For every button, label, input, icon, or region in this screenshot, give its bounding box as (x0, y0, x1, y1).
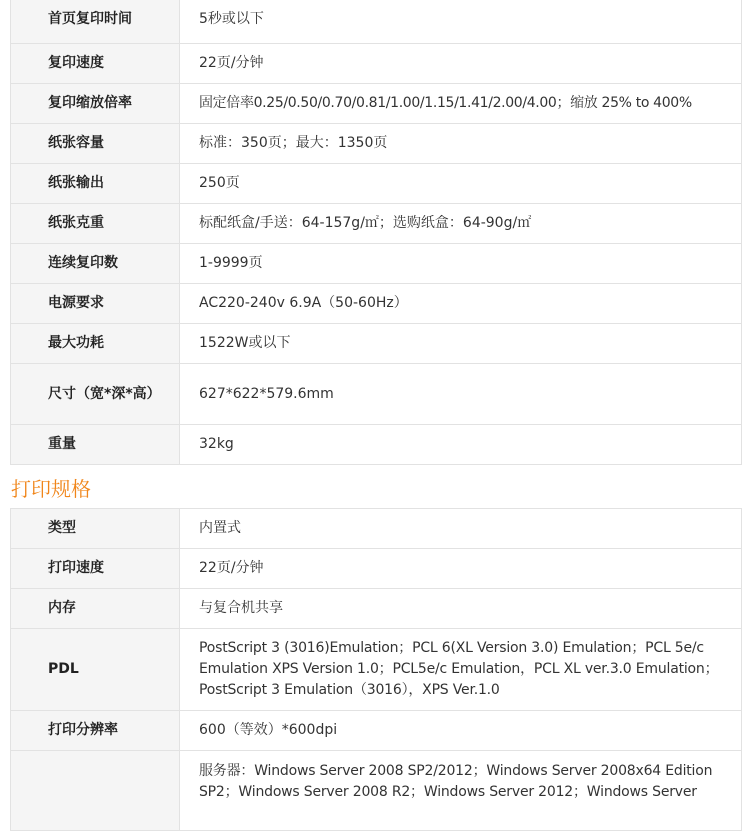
spec-label: 电源要求 (11, 284, 180, 324)
spec-label: 复印速度 (11, 44, 180, 84)
spec-row (11, 425, 742, 465)
spec-value: 5秒或以下 (180, 0, 742, 44)
spec-row (11, 44, 742, 84)
spec-value: 627*622*579.6mm (180, 364, 742, 425)
spec-row (11, 751, 742, 831)
spec-label: PDL (11, 629, 180, 711)
spec-label: 打印速度 (11, 549, 180, 589)
spec-label: 类型 (11, 509, 180, 549)
spec-value: 22页/分钟 (180, 44, 742, 84)
spec-label: 首页复印时间 (11, 0, 180, 44)
spec-row (11, 324, 742, 364)
spec-value: 标准：350页；最大：1350页 (180, 124, 742, 164)
spec-label (11, 751, 180, 831)
section-title-print-specs: 打印规格 (11, 477, 91, 501)
spec-label: 纸张输出 (11, 164, 180, 204)
spec-label: 打印分辨率 (11, 711, 180, 751)
spec-row (11, 164, 742, 204)
spec-label: 纸张容量 (11, 124, 180, 164)
spec-value: AC220-240v 6.9A（50-60Hz） (180, 284, 742, 324)
spec-label: 复印缩放倍率 (11, 84, 180, 124)
spec-row (11, 509, 742, 549)
spec-row (11, 204, 742, 244)
spec-value: 32kg (180, 425, 742, 465)
spec-value: 固定倍率0.25/0.50/0.70/0.81/1.00/1.15/1.41/2.00/4.00；缩放 25% to 400% (180, 84, 742, 124)
copy-spec-table (10, 0, 742, 465)
spec-row (11, 244, 742, 284)
spec-row (11, 629, 742, 711)
spec-value: 22页/分钟 (180, 549, 742, 589)
spec-row (11, 0, 742, 44)
spec-row (11, 364, 742, 425)
spec-value: 1522W或以下 (180, 324, 742, 364)
spec-row (11, 124, 742, 164)
print-spec-table (10, 508, 742, 831)
spec-value: 服务器：Windows Server 2008 SP2/2012；Windows Server 2008x64 Edition SP2；Windows Server 2008 R2；Windows Server 2012；Windows Server (180, 751, 742, 831)
spec-value: PostScript 3 (3016)Emulation；PCL 6(XL Version 3.0) Emulation；PCL 5e/c Emulation XPS Version 1.0；PCL5e/c Emulation，PCL XL ver.3.0 Emulation；PostScript 3 Emulation（3016），XPS Ver.1.0 (180, 629, 742, 711)
spec-value: 1-9999页 (180, 244, 742, 284)
spec-value: 标配纸盒/手送：64-157g/㎡；选购纸盒：64-90g/㎡ (180, 204, 742, 244)
spec-value: 内置式 (180, 509, 742, 549)
spec-label: 重量 (11, 425, 180, 465)
spec-label: 纸张克重 (11, 204, 180, 244)
spec-row (11, 84, 742, 124)
spec-row (11, 711, 742, 751)
spec-row (11, 284, 742, 324)
spec-label: 内存 (11, 589, 180, 629)
spec-value: 与复合机共享 (180, 589, 742, 629)
spec-value: 250页 (180, 164, 742, 204)
spec-row (11, 549, 742, 589)
spec-row (11, 589, 742, 629)
spec-label: 最大功耗 (11, 324, 180, 364)
spec-label: 连续复印数 (11, 244, 180, 284)
spec-value: 600（等效）*600dpi (180, 711, 742, 751)
spec-label: 尺寸（宽*深*高） (11, 364, 180, 425)
